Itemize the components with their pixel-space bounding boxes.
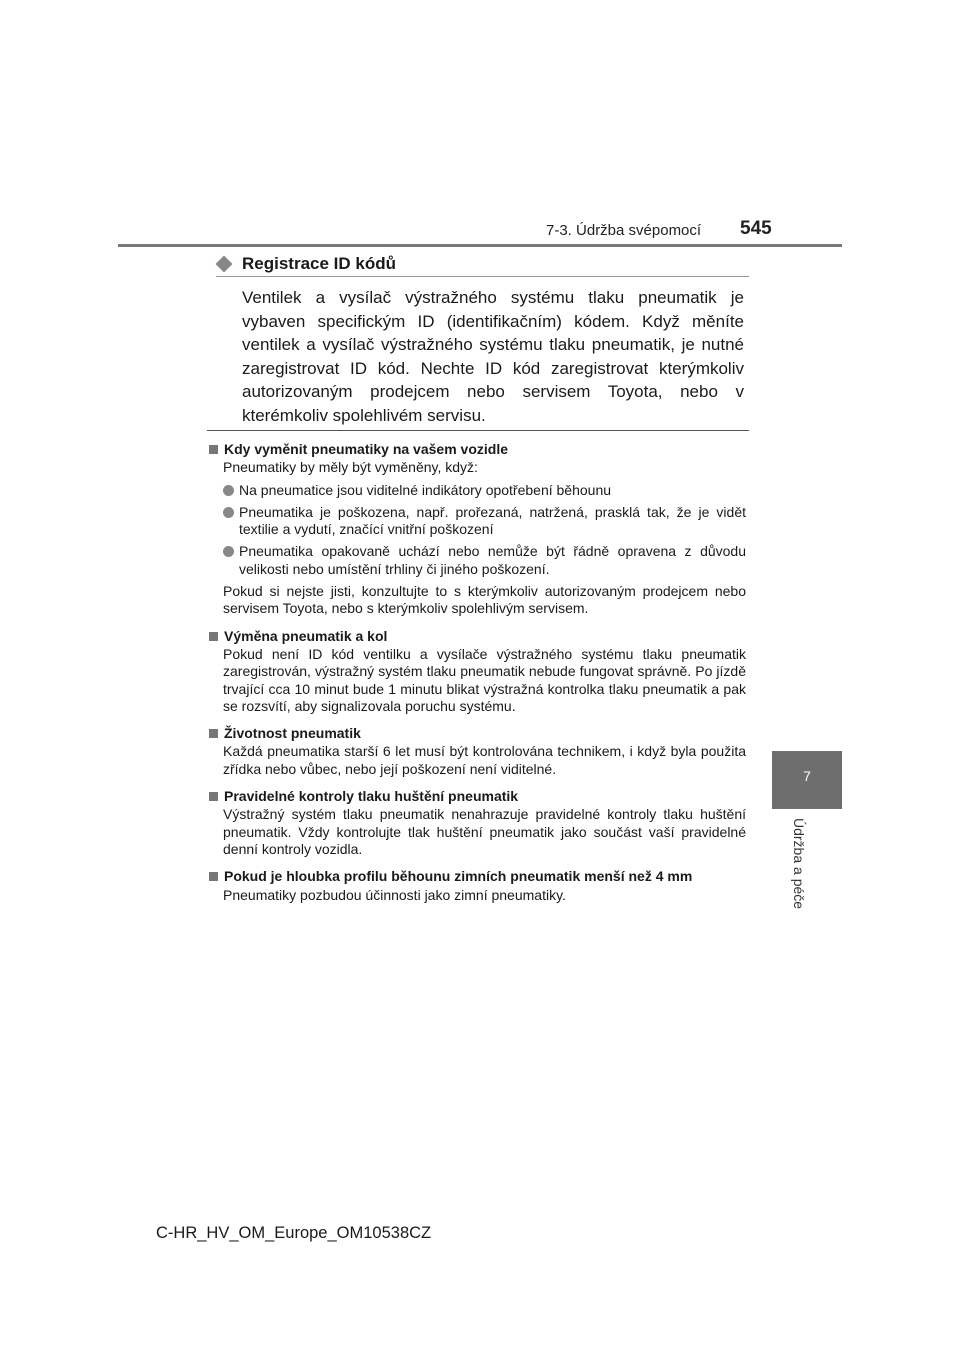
square-bullet-icon: [209, 445, 218, 454]
list-item: [223, 504, 746, 539]
section-heading-text: Výměna pneumatik a kol: [224, 627, 388, 644]
section-heading: [209, 868, 746, 885]
section-text: Každá pneumatika starší 6 let musí být kontrolována technikem, i když byla použita zřídka nebo vůbec, nebo její poškození není viditelné.: [223, 743, 746, 777]
page-number: 545: [740, 218, 772, 239]
section-text: Výstražný systém tlaku pneumatik nenahrazuje pravidelné kontroly tlaku huštění pneumatik. Vždy kontrolujte tlak huštění pneumatik jako součást vaší pravidelné denní kontroly vozidla.: [223, 806, 746, 857]
document-id: C-HR_HV_OM_Europe_OM10538CZ: [156, 1224, 432, 1242]
subsection-title: Registrace ID kódů: [242, 254, 396, 273]
square-bullet-icon: [209, 729, 218, 738]
section-intro: Pneumatiky by měly být vyměněny, když:: [223, 459, 478, 476]
subsection-body: Ventilek a vysílač výstražného systému tlaku pneumatik je vybaven specifickým ID (identifikačním) kódem. Když měníte ventilek a vysílač výstražného systému tlaku pneumatik, je nutné zaregistrovat ID kód. Nechte ID kód zaregistrovat kterýmkoliv autorizovaným prodejcem nebo servisem Toyota, nebo v kterémkoliv spolehlivém servisu.: [242, 288, 744, 425]
list-item-text: Pneumatika opakovaně uchází nebo nemůže být řádně opravena z důvodu velikosti nebo umístění trhliny či jiného poškození.: [239, 543, 746, 577]
circle-bullet-icon: [223, 507, 234, 518]
section-heading: [209, 725, 746, 742]
section-divider: [207, 430, 749, 431]
chapter-number: 7: [803, 768, 811, 784]
section-heading-text: Kdy vyměnit pneumatiky na vašem vozidle: [224, 441, 508, 457]
diamond-bullet-icon: [216, 256, 233, 273]
section-text: Pokud není ID kód ventilku a vysílače výstražného systému tlaku pneumatik zaregistrován, výstražný systém tlaku pneumatik nebude fungovat správně. Po jízdě trvající cca 10 minut bude 1 minutu blikat výstražná kontrolka tlaku pneumatik a pak se rozsvítí, aby signalizovala poruchu systému.: [223, 645, 746, 714]
section-heading: [209, 441, 746, 458]
list-item-text: Na pneumatice jsou viditelné indikátory opotřebení běhounu: [239, 481, 612, 498]
section-outro: Pokud si nejste jisti, konzultujte to s kterýmkoliv autorizovaným prodejcem nebo servisem Toyota, nebo s kterýmkoliv spolehlivým servisem.: [223, 583, 746, 617]
notes-content: [209, 437, 746, 904]
list-item: [223, 482, 746, 499]
list-item-text: Pneumatika je poškozena, např. prořezaná, natržená, prasklá tak, že je vidět textilie a vydutí, značící vnitřní poškození: [239, 503, 746, 538]
circle-bullet-icon: [223, 485, 234, 496]
section-heading: [209, 628, 746, 645]
section-text: Pneumatiky pozbudou účinnosti jako zimní pneumatiky.: [223, 886, 566, 903]
subsection-divider: [216, 276, 749, 277]
square-bullet-icon: [209, 792, 218, 801]
section-heading-text: Pravidelné kontroly tlaku huštění pneumatik: [224, 788, 519, 805]
circle-bullet-icon: [223, 546, 234, 557]
section-title: 7-3. Údržba svépomocí: [546, 222, 702, 239]
header-divider: [118, 244, 842, 247]
chapter-label: Údržba a péče: [791, 818, 807, 910]
square-bullet-icon: [209, 632, 218, 641]
section-heading-text: Životnost pneumatik: [224, 725, 361, 742]
subsection-heading: [216, 254, 396, 274]
square-bullet-icon: [209, 872, 218, 881]
section-heading-text: Pokud je hloubka profilu běhounu zimních pneumatik menší než 4 mm: [224, 868, 693, 885]
section-heading: [209, 788, 746, 805]
list-item: [223, 543, 746, 578]
